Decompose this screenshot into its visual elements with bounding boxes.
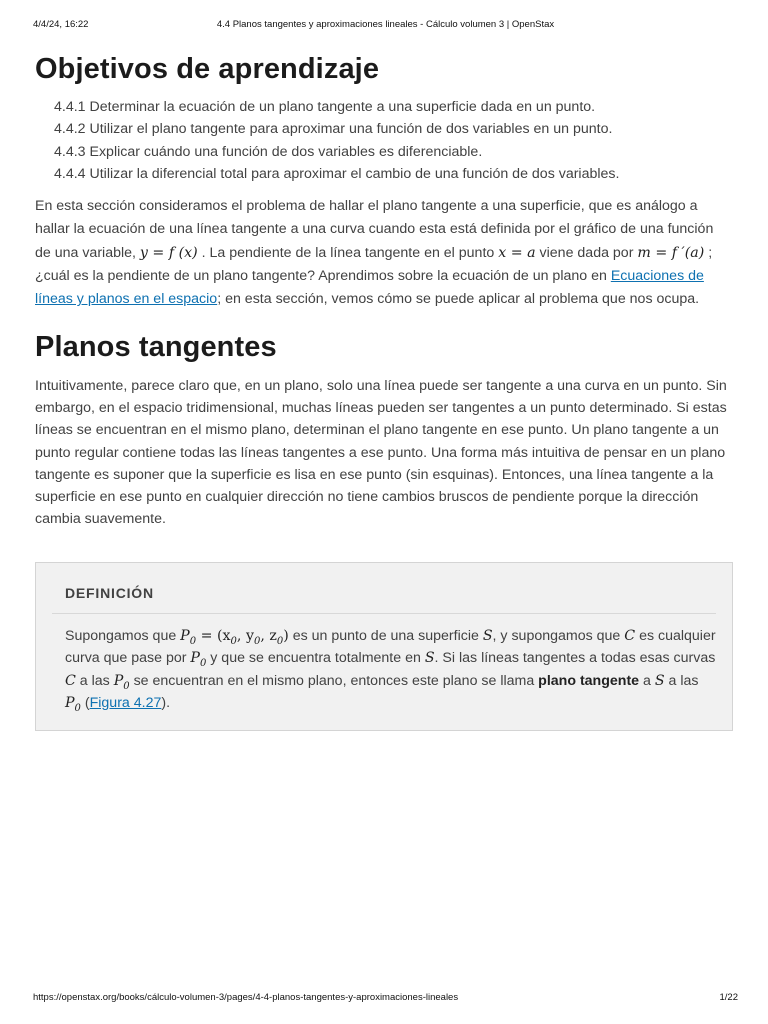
text-span: Supongamos que (65, 627, 181, 644)
objective-item: 4.4.1 Determinar la ecuación de un plano tangente a una superficie dada en un punto. (54, 99, 596, 115)
print-footer (33, 992, 738, 1006)
print-page-number: 1/22 (719, 992, 738, 1003)
text-span: se encuentran en el mismo plano, entonces este plano se llama (129, 672, 539, 689)
math-surface-s: S (482, 627, 493, 644)
objective-item: 4.4.3 Explicar cuándo una función de dos variables es diferenciable. (54, 143, 483, 160)
link-figure-4-27[interactable]: Figura 4.27 (89, 694, 162, 711)
text-span: , y supongamos que (492, 627, 625, 644)
text-span: es un punto de una superficie (288, 627, 483, 644)
math-symbol: ) (283, 627, 289, 644)
math-symbol: P (180, 627, 190, 644)
objectives-list (35, 96, 733, 185)
math-symbol: P (65, 694, 75, 711)
section-heading: Planos tangentes (35, 330, 277, 363)
math-symbol: P (190, 650, 200, 667)
math-curve-c: C (624, 627, 636, 644)
definition-box (35, 562, 733, 732)
math-symbol: = (x (196, 627, 231, 644)
print-header (33, 19, 738, 33)
definition-body (65, 625, 716, 715)
math-subscript: 0 (74, 702, 81, 714)
text-span: En esta sección consideramos el problema de hallar el plano tangente a una superficie, que es análogo a hallar la ecuación de una línea tangente a una curva cuando esta está definida por el gráfico de una función de una variable, (35, 198, 714, 261)
text-span: ). (161, 694, 171, 711)
term-tangent-plane: plano tangente (538, 672, 640, 689)
math-slope-derivative: m = f ′(a) (637, 244, 705, 261)
math-x-equals-a: x = a (498, 244, 536, 261)
print-url: https://openstax.org/books/cálculo-volumen-3/pages/4-4-planos-tangentes-y-aproximaciones-lineales (33, 992, 459, 1003)
print-page-title: 4.4 Planos tangentes y aproximaciones lineales - Cálculo volumen 3 | OpenStax (216, 19, 555, 30)
math-subscript: 0 (199, 657, 207, 669)
text-span: a las (75, 672, 114, 689)
objective-item: 4.4.2 Utilizar el plano tangente para aproximar una función de dos variables en un punto. (54, 121, 613, 138)
math-surface-s: S (654, 672, 665, 689)
math-curve-c: C (65, 672, 76, 689)
math-subscript: 0 (230, 635, 237, 647)
math-p0 (113, 672, 130, 692)
math-subscript: 0 (123, 680, 130, 692)
text-span: . La pendiente de la línea tangente en el punto (197, 244, 499, 261)
math-subscript: 0 (189, 635, 197, 647)
intro-paragraph (35, 195, 733, 311)
math-symbol: , z (260, 627, 277, 644)
text-span: y que se encuentra totalmente en (206, 650, 425, 667)
math-p0 (65, 694, 81, 714)
math-surface-s: S (424, 650, 435, 667)
math-p0 (190, 650, 207, 669)
text-span: ; en esta sección, vemos cómo se puede aplicar al problema que nos ocupa. (217, 291, 700, 308)
math-symbol: , y (236, 627, 254, 644)
math-symbol: P (113, 672, 124, 689)
print-datetime: 4/4/24, 16:22 (33, 19, 89, 30)
text-span: a las (664, 672, 699, 689)
text-span: viene dada por (535, 244, 638, 261)
math-subscript: 0 (253, 635, 261, 647)
math-y-equals-f-x: y = f (x) (139, 244, 198, 261)
text-span: ; ¿cuál es la pendiente de un plano tangente? Aprendimos sobre la ecuación de un plano en (35, 244, 713, 285)
text-span: ( (80, 694, 90, 711)
math-point-p0 (180, 627, 289, 647)
text-span: . Si las líneas tangentes a todas esas curvas (434, 650, 716, 667)
text-span: a (639, 672, 655, 689)
objectives-heading: Objetivos de aprendizaje (35, 53, 380, 85)
text-span: es cualquier curva que pase por (65, 627, 716, 667)
main-content (35, 50, 733, 731)
definition-title: DEFINICIÓN (52, 585, 716, 614)
link-lines-and-planes[interactable]: Ecuaciones de líneas y planos en el espacio (35, 268, 704, 308)
section-paragraph: Intuitivamente, parece claro que, en un plano, solo una línea puede ser tangente a una curva en un punto. Sin embargo, en el espacio tridimensional, muchas líneas pueden ser tangentes a un punto determinado. Si estas líneas se encuentran en el mismo plano, determinan el plano tangente en ese punto. Un plano tangente a un punto regular contiene todas las líneas tangentes a ese punto. Una forma más intuitiva de pensar en un plano tangente es suponer que la superficie es lisa en ese punto (sin esquinas). Entonces, una línea tangente a la superficie en ese punto en cualquier dirección no tiene cambios bruscos de pendiente porque la dirección cambia suavemente. (35, 377, 727, 528)
math-subscript: 0 (276, 635, 284, 647)
objective-item: 4.4.4 Utilizar la diferencial total para aproximar el cambio de una función de dos variables. (54, 165, 620, 182)
